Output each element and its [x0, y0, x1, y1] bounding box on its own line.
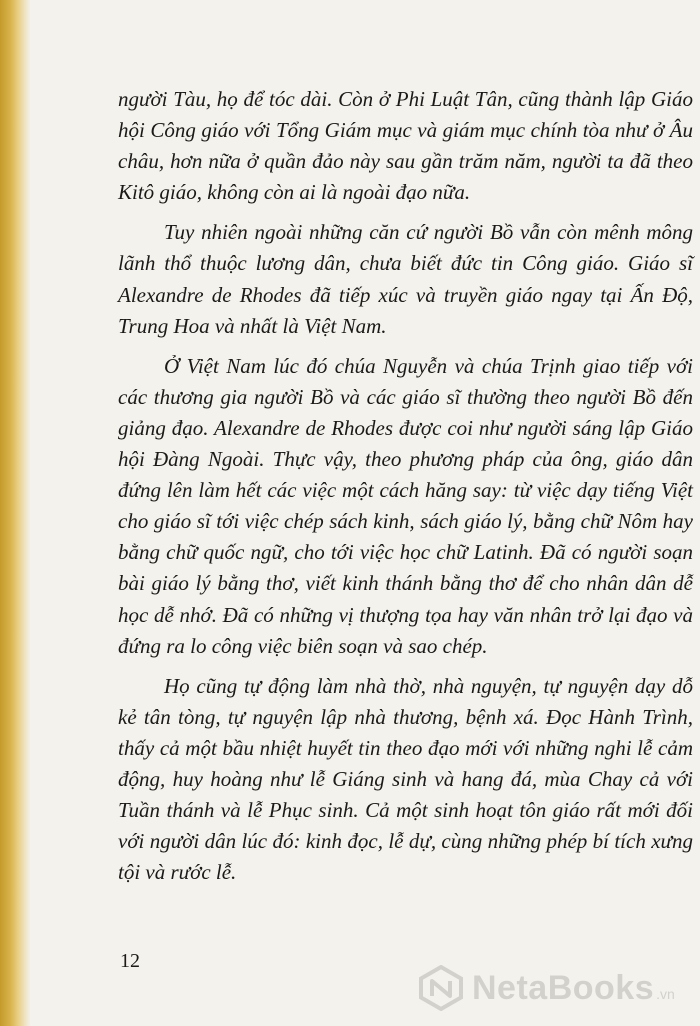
body-text [118, 84, 693, 897]
page-number: 12 [120, 950, 140, 972]
paragraph-1: người Tàu, họ để tóc dài. Còn ở Phi Luật Tân, cũng thành lập Giáo hội Công giáo với Tổng Giám mục và giám mục chính tòa như ở Âu châu, hơn nữa ở quần đảo này sau gần trăm năm, người ta đã theo Kitô giáo, không còn ai là ngoài đạo nữa. [118, 87, 693, 205]
paragraph-4: Họ cũng tự động làm nhà thờ, nhà nguyện, tự nguyện dạy dỗ kẻ tân tòng, tự nguyện lập nhà thương, bệnh xá. Đọc Hành Trình, thấy cả một bầu nhiệt huyết tin theo đạo mới với những nghi lễ cảm động, huy hoàng như lễ Giáng sinh và hang đá, mùa Chay cả với Tuần thánh và lễ Phục sinh. Cả một sinh hoạt tôn giáo rất mới đối với người dân lúc đó: kinh đọc, lễ dự, cùng những phép bí tích xưng tội và rước lễ. [118, 673, 693, 885]
book-spine-edge [0, 0, 30, 1026]
watermark-suffix: .vn [656, 986, 675, 1002]
watermark-brand: NetaBooks [472, 968, 655, 1007]
paragraph-2: Tuy nhiên ngoài những căn cứ người Bồ vẫn còn mênh mông lãnh thổ thuộc lương dân, chưa biết đức tin Công giáo. Giáo sĩ Alexandre de Rhodes đã tiếp xúc và truyền giáo ngay tại Ấn Độ, Trung Hoa và nhất là Việt Nam. [118, 220, 693, 338]
neta-logo-icon [418, 965, 464, 1011]
watermark [418, 962, 675, 1014]
paragraph-3: Ở Việt Nam lúc đó chúa Nguyễn và chúa Trịnh giao tiếp với các thương gia người Bồ và các giáo sĩ thường theo người Bồ đến giảng đạo. Alexandre de Rhodes được coi như người sáng lập Giáo hội Đàng Ngoài. Thực vậy, theo phương pháp của ông, giáo dân đứng lên làm hết các việc một cách hăng say: từ việc dạy tiếng Việt cho giáo sĩ tới việc chép sách kinh, sách giáo lý, bằng chữ Nôm hay bằng chữ quốc ngữ, cho tới việc học chữ Latinh. Đã có người soạn bài giáo lý bằng thơ, viết kinh thánh bằng thơ để cho nhân dân dễ học dễ nhớ. Đã có những vị thượng tọa hay văn nhân trở lại đạo và đứng ra lo công việc biên soạn và sao chép. [118, 353, 693, 658]
book-page [30, 0, 700, 1026]
